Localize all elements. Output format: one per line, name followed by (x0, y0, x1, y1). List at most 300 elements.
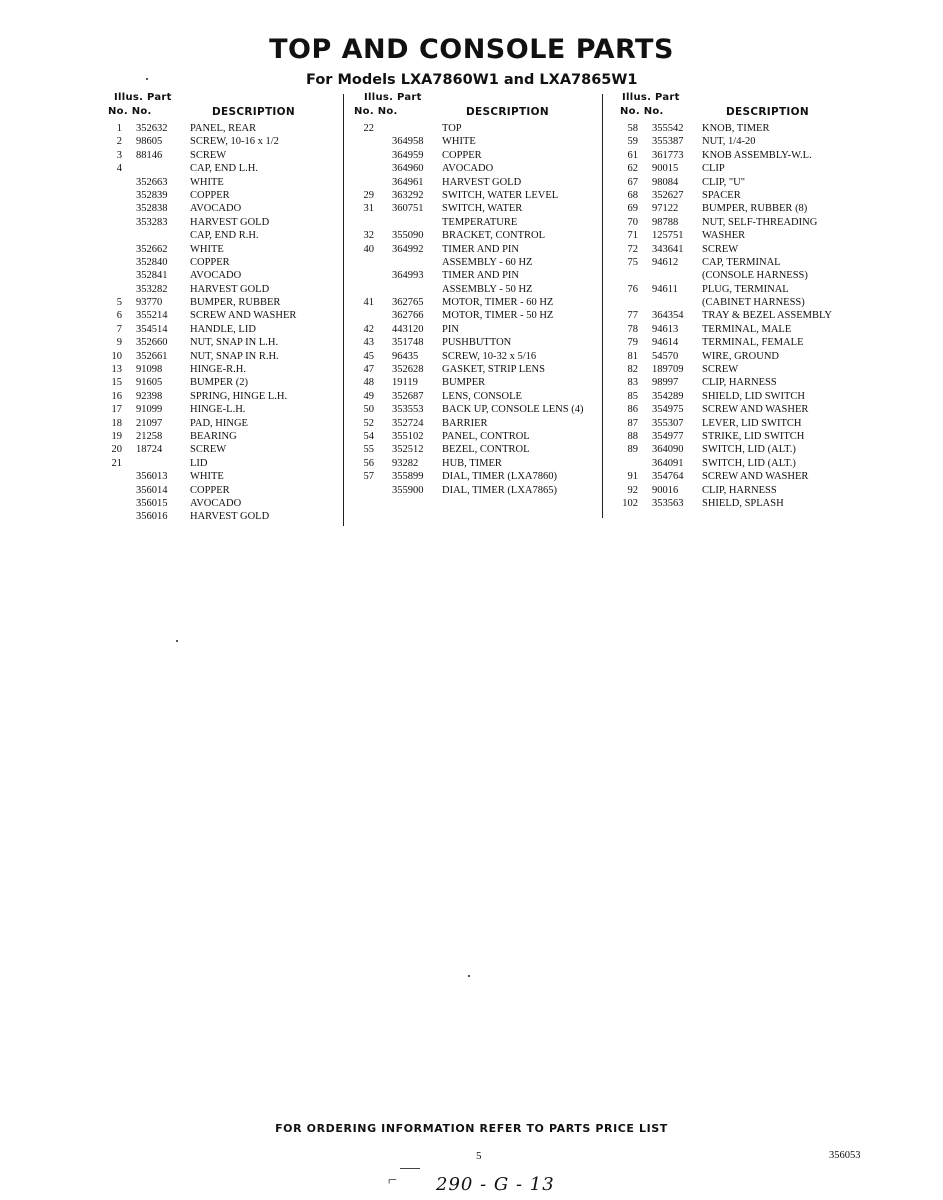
illus-number: 54 (363, 430, 374, 442)
part-row (618, 135, 858, 148)
part-description: SCREW (190, 444, 227, 456)
part-description: COPPER (190, 189, 230, 201)
part-number: 92398 (136, 390, 163, 402)
illus-number: 69 (627, 203, 638, 215)
part-number: 355102 (392, 430, 424, 442)
part-row (108, 309, 340, 322)
part-description: COPPER (190, 256, 230, 268)
illus-number: 75 (627, 256, 638, 268)
illus-number: 20 (111, 444, 122, 456)
part-number: 355900 (392, 484, 424, 496)
illus-number: 85 (627, 390, 638, 402)
part-description: DIAL, TIMER (LXA7860) (442, 471, 557, 483)
part-row (618, 470, 858, 483)
part-description: TOP (442, 123, 462, 134)
illus-number: 83 (627, 377, 638, 389)
part-row (352, 229, 602, 242)
part-number: 21258 (136, 430, 163, 442)
part-row (108, 470, 340, 483)
part-description: BEZEL, CONTROL (442, 444, 530, 456)
part-row (618, 350, 858, 363)
illus-number: 59 (627, 136, 638, 148)
part-row (618, 403, 858, 416)
part-row (352, 336, 602, 349)
part-row (352, 176, 602, 189)
illus-number: 72 (627, 243, 638, 255)
part-row (108, 256, 340, 269)
part-row (352, 256, 602, 269)
part-row (108, 484, 340, 497)
illus-number: 3 (116, 149, 122, 161)
part-description: SCREW, 10-32 x 5/16 (442, 350, 537, 362)
part-number: 90016 (652, 484, 679, 496)
part-row (352, 430, 602, 443)
part-description: HINGE-L.H. (190, 404, 246, 416)
part-row (352, 363, 602, 376)
part-row (618, 122, 858, 135)
part-number: 98997 (652, 377, 679, 389)
header-illus-part: Illus. Part (114, 92, 172, 103)
scan-speck (146, 78, 148, 80)
part-number: 353553 (392, 404, 424, 416)
parts-list (618, 122, 858, 510)
part-description: TERMINAL, MALE (702, 323, 792, 335)
part-description: BRACKET, CONTROL (442, 230, 546, 242)
part-row (618, 443, 858, 456)
illus-number: 55 (363, 444, 374, 456)
part-description: SCREW, 10-16 x 1/2 (190, 136, 279, 148)
part-number: 355214 (136, 310, 168, 322)
part-row (618, 176, 858, 189)
part-row (108, 350, 340, 363)
part-row (108, 122, 340, 135)
part-row (352, 403, 602, 416)
part-number: 96435 (392, 350, 419, 362)
illus-number: 1 (116, 123, 122, 134)
part-row (618, 243, 858, 256)
part-row (618, 390, 858, 403)
part-row (352, 350, 602, 363)
part-description: NUT, 1/4-20 (702, 136, 756, 148)
part-description: BARRIER (442, 417, 488, 429)
parts-column-3 (618, 92, 858, 510)
part-description: STRIKE, LID SWITCH (702, 430, 805, 442)
illus-number: 2 (116, 136, 122, 148)
part-number: 94614 (652, 337, 679, 349)
part-description: CLIP, "U" (702, 176, 745, 188)
part-number: 21097 (136, 417, 163, 429)
part-number: 94612 (652, 256, 679, 268)
part-number: 352687 (392, 390, 424, 402)
illus-number: 47 (363, 364, 374, 376)
illus-number: 19 (111, 430, 122, 442)
part-row (618, 309, 858, 322)
illus-number: 56 (363, 457, 374, 469)
part-row (352, 417, 602, 430)
part-description: WASHER (702, 230, 746, 242)
header-illus-part: Illus. Part (622, 92, 680, 103)
part-row (352, 243, 602, 256)
part-number: 90015 (652, 163, 679, 175)
handwritten-underline (400, 1168, 420, 1169)
illus-number: 10 (111, 350, 122, 362)
illus-number: 89 (627, 444, 638, 456)
part-row (618, 484, 858, 497)
part-number: 352628 (392, 364, 424, 376)
part-number: 94613 (652, 323, 679, 335)
part-number: 356015 (136, 497, 168, 509)
part-row (108, 497, 340, 510)
part-row (108, 189, 340, 202)
part-row (618, 256, 858, 269)
illus-number: 70 (627, 216, 638, 228)
part-row (352, 283, 602, 296)
part-description: BACK UP, CONSOLE LENS (4) (442, 404, 584, 416)
part-number: 355899 (392, 471, 424, 483)
part-row (108, 323, 340, 336)
part-row (618, 162, 858, 175)
part-description: SPRING, HINGE L.H. (190, 390, 288, 402)
part-description: AVOCADO (190, 203, 242, 215)
part-row (352, 162, 602, 175)
part-description: KNOB, TIMER (702, 123, 770, 134)
part-number: 98788 (652, 216, 679, 228)
column-header (352, 92, 602, 122)
part-description: SWITCH, LID (ALT.) (702, 457, 796, 469)
part-row (352, 457, 602, 470)
part-description: HARVEST GOLD (442, 176, 522, 188)
part-row (108, 403, 340, 416)
part-number: 352632 (136, 123, 168, 134)
part-number: 97122 (652, 203, 679, 215)
part-description: AVOCADO (190, 270, 242, 282)
part-number: 98605 (136, 136, 163, 148)
part-description: PLUG, TERMINAL (702, 283, 789, 295)
part-row (352, 376, 602, 389)
part-row (618, 216, 858, 229)
part-row (618, 283, 858, 296)
part-row (618, 430, 858, 443)
part-row (352, 323, 602, 336)
part-description: PANEL, REAR (190, 123, 257, 134)
header-no-no: No. No. (620, 106, 664, 117)
illus-number: 82 (627, 364, 638, 376)
ordering-info-footer: FOR ORDERING INFORMATION REFER TO PARTS PRICE LIST (275, 1122, 668, 1135)
part-row (108, 216, 340, 229)
part-description: SCREW AND WASHER (702, 404, 809, 416)
part-row (108, 149, 340, 162)
part-row (352, 149, 602, 162)
part-number: 356016 (136, 511, 168, 523)
illus-number: 58 (627, 123, 638, 134)
part-number: 352660 (136, 337, 168, 349)
illus-number: 48 (363, 377, 374, 389)
part-description: SCREW (702, 243, 739, 255)
part-description: TRAY & BEZEL ASSEMBLY (702, 310, 832, 322)
part-row (618, 189, 858, 202)
part-description: AVOCADO (190, 497, 242, 509)
part-number: 352724 (392, 417, 424, 429)
part-row (352, 122, 602, 135)
part-number: 352627 (652, 189, 684, 201)
part-number: 355542 (652, 123, 684, 134)
part-number: 356013 (136, 471, 168, 483)
part-description: NUT, SNAP IN R.H. (190, 350, 279, 362)
part-description: HARVEST GOLD (190, 283, 270, 295)
part-number: 355307 (652, 417, 684, 429)
part-number: 364091 (652, 457, 684, 469)
illus-number: 9 (116, 337, 122, 349)
illus-number: 16 (111, 390, 122, 402)
part-description: HUB, TIMER (442, 457, 502, 469)
part-number: 189709 (652, 364, 684, 376)
part-row (352, 309, 602, 322)
part-number: 351748 (392, 337, 424, 349)
part-row (108, 296, 340, 309)
part-number: 18724 (136, 444, 163, 456)
part-number: 364960 (392, 163, 424, 175)
part-row (618, 149, 858, 162)
part-row (108, 202, 340, 215)
part-number: 364958 (392, 136, 424, 148)
part-row (618, 363, 858, 376)
part-description: TIMER AND PIN (442, 243, 520, 255)
part-description: TEMPERATURE (442, 216, 518, 228)
part-number: 19119 (392, 377, 418, 389)
part-row (352, 135, 602, 148)
part-number: 354764 (652, 471, 684, 483)
part-row (108, 176, 340, 189)
header-description: DESCRIPTION (466, 106, 549, 118)
part-row (618, 229, 858, 242)
part-row (618, 417, 858, 430)
part-number: 93282 (392, 457, 419, 469)
illus-number: 52 (363, 417, 374, 429)
part-description: CAP, END R.H. (190, 230, 259, 242)
part-number: 54570 (652, 350, 679, 362)
column-header (618, 92, 858, 122)
part-description: HARVEST GOLD (190, 511, 270, 523)
illus-number: 41 (363, 297, 374, 309)
illus-number: 49 (363, 390, 374, 402)
scan-speck (176, 640, 178, 642)
part-description: CAP, TERMINAL (702, 256, 781, 268)
part-row (352, 390, 602, 403)
part-row (108, 336, 340, 349)
part-description: TERMINAL, FEMALE (702, 337, 804, 349)
part-description: CLIP, HARNESS (702, 484, 777, 496)
part-description: NUT, SNAP IN L.H. (190, 337, 279, 349)
part-row (618, 269, 858, 282)
part-row (618, 323, 858, 336)
illus-number: 77 (627, 310, 638, 322)
part-description: NUT, SELF-THREADING (702, 216, 818, 228)
part-row (618, 497, 858, 510)
part-row (108, 390, 340, 403)
part-number: 364090 (652, 444, 684, 456)
part-row (108, 510, 340, 523)
part-row (108, 283, 340, 296)
part-description: BUMPER (442, 377, 486, 389)
part-description: PIN (442, 323, 459, 335)
part-number: 352840 (136, 256, 168, 268)
part-row (352, 269, 602, 282)
part-number: 91099 (136, 404, 163, 416)
part-row (352, 470, 602, 483)
handwritten-mark: ⌐ (388, 1172, 398, 1189)
illus-number: 6 (116, 310, 122, 322)
header-description: DESCRIPTION (212, 106, 295, 118)
illus-number: 7 (116, 323, 122, 335)
illus-number: 102 (622, 497, 638, 509)
part-description: PUSHBUTTON (442, 337, 512, 349)
illus-number: 87 (627, 417, 638, 429)
part-row (352, 216, 602, 229)
part-row (108, 443, 340, 456)
part-description: GASKET, STRIP LENS (442, 364, 545, 376)
illus-number: 67 (627, 176, 638, 188)
part-description: BUMPER, RUBBER (8) (702, 203, 808, 215)
page-title: TOP AND CONSOLE PARTS (269, 34, 674, 65)
part-number: 91098 (136, 364, 163, 376)
part-row (108, 229, 340, 242)
part-number: 355387 (652, 136, 684, 148)
illus-number: 32 (363, 230, 374, 242)
part-description: SWITCH, LID (ALT.) (702, 444, 796, 456)
part-row (108, 269, 340, 282)
illus-number: 40 (363, 243, 374, 255)
illus-number: 15 (111, 377, 122, 389)
part-description: WHITE (190, 471, 224, 483)
part-number: 353283 (136, 216, 168, 228)
header-description: DESCRIPTION (726, 106, 809, 118)
part-number: 355090 (392, 230, 424, 242)
part-description: CLIP, HARNESS (702, 377, 777, 389)
part-number: 125751 (652, 230, 684, 242)
part-number: 354977 (652, 430, 684, 442)
part-number: 364354 (652, 310, 684, 322)
part-description: PANEL, CONTROL (442, 430, 530, 442)
part-number: 352662 (136, 243, 168, 255)
part-description: HARVEST GOLD (190, 216, 270, 228)
illus-number: 71 (627, 230, 638, 242)
part-row (618, 296, 858, 309)
column-divider (343, 94, 344, 526)
illus-number: 68 (627, 189, 638, 201)
part-description: TIMER AND PIN (442, 270, 520, 282)
part-description: SCREW AND WASHER (702, 471, 809, 483)
parts-list (108, 122, 340, 524)
part-row (108, 363, 340, 376)
part-number: 363292 (392, 189, 424, 201)
part-number: 98084 (652, 176, 679, 188)
part-row (108, 376, 340, 389)
part-description: PAD, HINGE (190, 417, 248, 429)
part-description: DIAL, TIMER (LXA7865) (442, 484, 557, 496)
part-description: COPPER (190, 484, 230, 496)
part-number: 352838 (136, 203, 168, 215)
illus-number: 78 (627, 323, 638, 335)
illus-number: 57 (363, 471, 374, 483)
part-number: 352841 (136, 270, 168, 282)
part-description: MOTOR, TIMER - 60 HZ (442, 297, 554, 309)
part-description: CAP, END L.H. (190, 163, 258, 175)
part-number: 354289 (652, 390, 684, 402)
part-row (618, 202, 858, 215)
illus-number: 17 (111, 404, 122, 416)
illus-number: 76 (627, 283, 638, 295)
header-illus-part: Illus. Part (364, 92, 422, 103)
part-description: SHIELD, SPLASH (702, 497, 784, 509)
part-number: 443120 (392, 323, 424, 335)
part-description: BEARING (190, 430, 237, 442)
part-row (108, 135, 340, 148)
illus-number: 92 (627, 484, 638, 496)
part-number: 352661 (136, 350, 168, 362)
illus-number: 13 (111, 364, 122, 376)
part-description: BUMPER (2) (190, 377, 249, 389)
illus-number: 22 (363, 123, 374, 134)
header-no-no: No. No. (108, 106, 152, 117)
part-number: 364993 (392, 270, 424, 282)
part-description: WIRE, GROUND (702, 350, 779, 362)
part-number: 354514 (136, 323, 168, 335)
part-description: (CONSOLE HARNESS) (702, 270, 808, 282)
parts-column-1 (108, 92, 340, 524)
part-number: 93770 (136, 297, 163, 309)
parts-column-2 (352, 92, 602, 497)
column-header (108, 92, 340, 122)
part-number: 362765 (392, 297, 424, 309)
parts-list (352, 122, 602, 497)
part-number: 352512 (392, 444, 424, 456)
part-description: HANDLE, LID (190, 323, 256, 335)
part-row (108, 457, 340, 470)
part-description: HINGE-R.H. (190, 364, 246, 376)
illus-number: 43 (363, 337, 374, 349)
part-row (108, 162, 340, 175)
part-description: COPPER (442, 149, 482, 161)
part-number: 353563 (652, 497, 684, 509)
part-description: WHITE (190, 243, 224, 255)
part-number: 352663 (136, 176, 168, 188)
part-number: 364961 (392, 176, 424, 188)
part-description: SCREW (190, 149, 227, 161)
models-subtitle: For Models LXA7860W1 and LXA7865W1 (306, 72, 638, 88)
illus-number: 29 (363, 189, 374, 201)
part-row (352, 202, 602, 215)
illus-number: 31 (363, 203, 374, 215)
part-description: SWITCH, WATER LEVEL (442, 189, 559, 201)
illus-number: 61 (627, 149, 638, 161)
part-row (352, 296, 602, 309)
illus-number: 21 (111, 457, 122, 469)
column-divider (602, 94, 603, 518)
illus-number: 91 (627, 471, 638, 483)
part-description: LID (190, 457, 208, 469)
part-description: ASSEMBLY - 60 HZ (442, 256, 533, 268)
illus-number: 81 (627, 350, 638, 362)
document-number: 356053 (829, 1150, 861, 1161)
part-number: 356014 (136, 484, 168, 496)
illus-number: 42 (363, 323, 374, 335)
part-description: ASSEMBLY - 50 HZ (442, 283, 533, 295)
part-row (108, 417, 340, 430)
part-number: 88146 (136, 149, 163, 161)
header-no-no: No. No. (354, 106, 398, 117)
part-row (352, 484, 602, 497)
part-number: 361773 (652, 149, 684, 161)
